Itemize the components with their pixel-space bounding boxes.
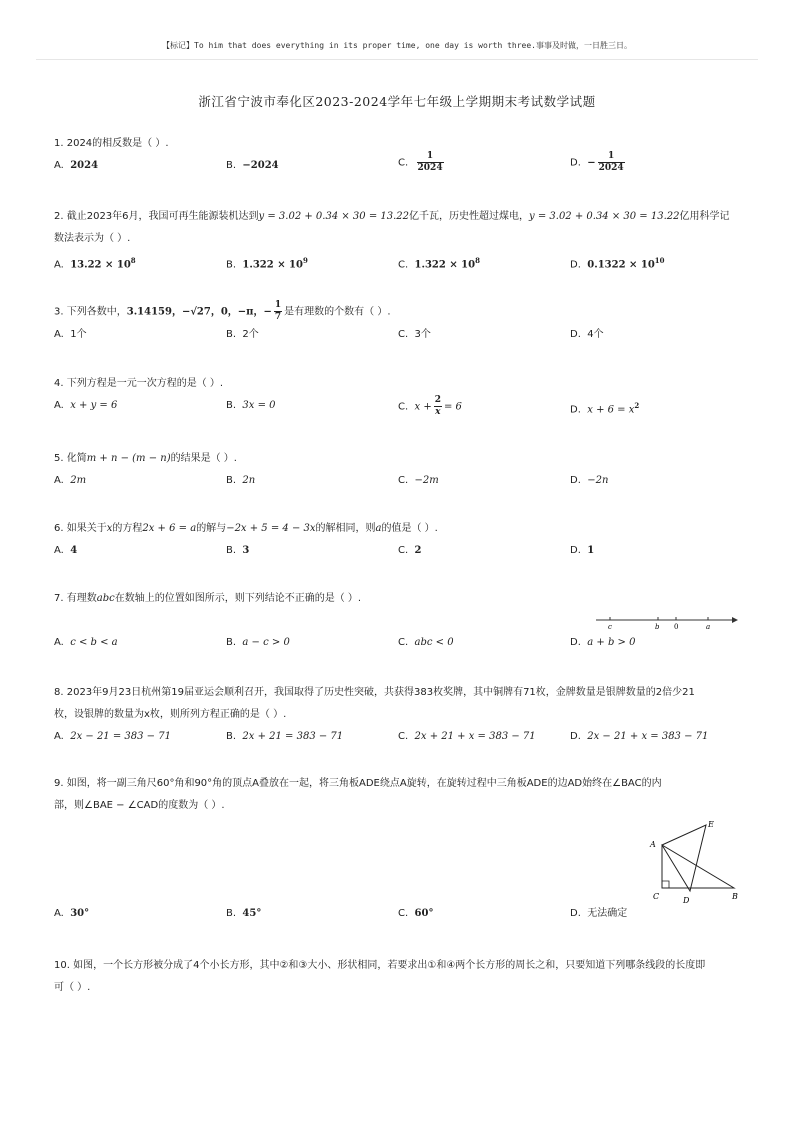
question-7-stem: 7. 有理数abc在数轴上的位置如图所示，则下列结论不正确的是（ ）. xyxy=(54,593,362,604)
question-4-stem: 4. 下列方程是一元一次方程的是（ ）. xyxy=(54,378,224,389)
option-d[interactable]: D. a + b > 0 xyxy=(570,637,636,648)
label-c: c xyxy=(608,623,612,631)
question-1-options xyxy=(54,151,744,177)
option-b[interactable]: B. 2n xyxy=(226,475,256,486)
fraction: $\frac{1}{2024}$ xyxy=(598,151,624,173)
question-7-options xyxy=(54,632,744,658)
option-d[interactable]: D. $x + 6 = x^2$ xyxy=(570,401,640,416)
option-b[interactable]: B. a − c > 0 xyxy=(226,637,290,648)
question-8-stem-line2: 枚，设银牌的数量为x枚，则所列方程正确的是（ ）. xyxy=(54,709,287,720)
question-3-stem: 3. 下列各数中，3.14159，−√27，0，−π，− $\frac{1}{7}$ 是有理数的个数有（ ）. xyxy=(54,300,391,322)
question-1-stem: 1. 2024的相反数是（ ）. xyxy=(54,138,169,149)
option-c[interactable]: C. abc < 0 xyxy=(398,637,454,648)
option-b[interactable]: B. 45° xyxy=(226,908,262,919)
question-10-stem: 10. 如图，一个长方形被分成了4个小长方形，其中②和③大小、形状相同，若要求出①和④两个长方形的周长之和，只要知道下列哪条线段的长度即 xyxy=(54,960,706,971)
option-b[interactable]: B. $1.322 \times 10^9$ xyxy=(226,256,308,271)
question-9-options xyxy=(54,903,744,929)
question-2-options xyxy=(54,250,744,276)
header-note: 【标记】To him that does everything in its proper time, one day is worth three.事事及时做，一日胜三日。 xyxy=(162,41,632,50)
question-2 xyxy=(54,206,744,276)
option-c[interactable]: C. 2x + 21 + x = 383 − 71 xyxy=(398,731,536,742)
option-b[interactable]: B. −2024 xyxy=(226,160,279,171)
label-a: a xyxy=(706,623,711,631)
option-b[interactable]: B. 3 xyxy=(226,545,250,556)
option-d[interactable]: D. − $\frac{1}{2024}$ xyxy=(570,151,624,173)
question-2-stem: 2. 截止2023年6月，我国可再生能源装机达到y = 3.02 + 0.34 × 30 = 13.22亿千瓦，历史性超过煤电，y = 3.02 + 0.34 × 30 = 13.22亿用科学记 xyxy=(54,211,730,222)
option-a[interactable]: A. 2m xyxy=(54,475,87,486)
option-a[interactable]: A. 4 xyxy=(54,545,78,556)
number-line-figure xyxy=(592,611,742,631)
fraction: $\frac{1}{2024}$ xyxy=(417,151,443,173)
label-B: B xyxy=(732,892,738,901)
question-5 xyxy=(54,448,744,496)
option-a[interactable]: A. x + y = 6 xyxy=(54,400,118,411)
label-D: D xyxy=(683,896,690,905)
question-6 xyxy=(54,518,744,566)
question-8-stem: 8. 2023年9月23日杭州第19届亚运会顺利召开，我国取得了历史性突破，共获得383枚奖牌，其中铜牌有71枚，金牌数量是银牌数量的2倍少21 xyxy=(54,687,695,698)
option-d[interactable]: D. −2n xyxy=(570,475,609,486)
option-c[interactable]: C. 2 xyxy=(398,545,422,556)
question-8 xyxy=(54,682,744,752)
question-10-stem-line2: 可（ ）. xyxy=(54,982,91,993)
question-9 xyxy=(54,773,744,929)
label-A: A xyxy=(650,840,656,849)
option-c[interactable]: C. 3个 xyxy=(398,328,431,340)
label-0: 0 xyxy=(674,623,679,631)
option-d[interactable]: D. $0.1322 \times 10^{10}$ xyxy=(570,256,665,271)
right-angle-mark xyxy=(662,881,669,888)
question-9-stem-line2: 部，则∠BAE − ∠CAD的度数为（ ）. xyxy=(54,800,225,811)
option-d[interactable]: D. 1 xyxy=(570,545,595,556)
triangle-abc xyxy=(662,845,734,888)
question-3 xyxy=(54,300,744,350)
option-d[interactable]: D. 2x − 21 + x = 383 − 71 xyxy=(570,731,709,742)
fraction: $\frac{2}{x}$ xyxy=(434,395,441,417)
question-6-options xyxy=(54,540,744,566)
question-4 xyxy=(54,373,744,421)
question-2-stem-line2: 数法表示为（ ）. xyxy=(54,233,131,244)
option-b[interactable]: B. 3x = 0 xyxy=(226,400,276,411)
question-6-stem: 6. 如果关于x的方程2x + 6 = a的解与−2x + 5 = 4 − 3x的解相同，则a的值是（ ）. xyxy=(54,523,438,534)
option-b[interactable]: B. 2个 xyxy=(226,328,259,340)
label-C: C xyxy=(653,892,660,901)
label-b: b xyxy=(655,623,660,631)
question-8-options xyxy=(54,726,744,752)
option-c[interactable]: C. x + $\frac{2}{x}$ = 6 xyxy=(398,395,462,417)
triangle-figure xyxy=(648,815,748,907)
option-c[interactable]: C. $\frac{1}{2024}$ xyxy=(398,151,443,173)
question-1 xyxy=(54,133,744,177)
header-divider xyxy=(36,59,758,60)
option-a[interactable]: A. 1个 xyxy=(54,328,87,340)
option-a[interactable]: A. $13.22 \times 10^8$ xyxy=(54,256,136,271)
option-c[interactable]: C. −2m xyxy=(398,475,439,486)
option-a[interactable]: A. c < b < a xyxy=(54,637,118,648)
option-a[interactable]: A. 2024 xyxy=(54,160,99,171)
option-b[interactable]: B. 2x + 21 = 383 − 71 xyxy=(226,731,344,742)
question-3-options xyxy=(54,324,744,350)
option-c[interactable]: C. $1.322 \times 10^8$ xyxy=(398,256,480,271)
question-10 xyxy=(54,955,744,999)
question-9-stem: 9. 如图，将一副三角尺60°角和90°角的顶点A叠放在一起，将三角板ADE绕点A旋转，在旋转过程中三角板ADE的边AD始终在∠BAC的内 xyxy=(54,778,662,789)
option-a[interactable]: A. 2x − 21 = 383 − 71 xyxy=(54,731,171,742)
label-E: E xyxy=(708,820,714,829)
number-line-arrow xyxy=(732,617,738,623)
fraction: $\frac{1}{7}$ xyxy=(274,300,282,322)
option-a[interactable]: A. 30° xyxy=(54,908,90,919)
option-c[interactable]: C. 60° xyxy=(398,908,434,919)
question-5-stem: 5. 化简m + n − (m − n)的结果是（ ）. xyxy=(54,453,237,464)
option-d[interactable]: D. 4个 xyxy=(570,328,604,340)
page-title: 浙江省宁波市奉化区2023-2024学年七年级上学期期末考试数学试题 xyxy=(198,94,596,109)
question-4-options xyxy=(54,395,744,421)
option-d[interactable]: D. 无法确定 xyxy=(570,908,628,919)
question-5-options xyxy=(54,470,744,496)
